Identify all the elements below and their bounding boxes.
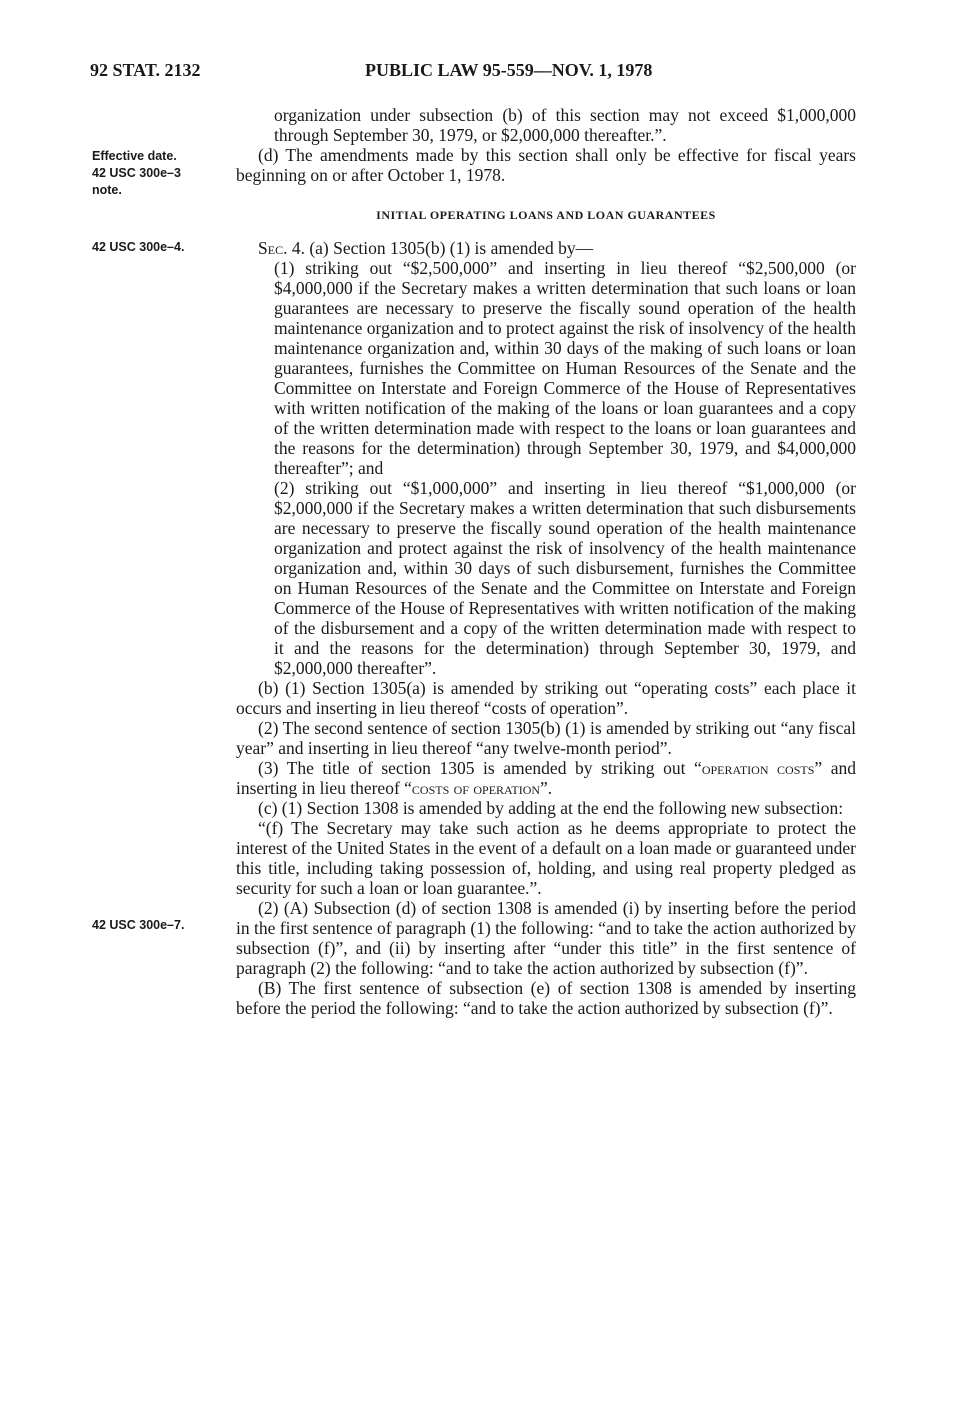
paragraph-a2: (2) striking out “$1,000,000” and inserting in lieu thereof “$1,000,000 (or $2,000,000 if the Secretary makes a written determination that such disbursements are necessary to preserve the fiscally sound operation of the health maintenance organization and protect against the risk of insolvency of the health maintenance organization and, within 30 days of such disbursement, furnishes the Committee on Human Resources of the Senate and the Committee on Interstate and Foreign Commerce of the House of Representatives with written notification of the making of the disbursement and a copy of the written determination made with respect to it and the reasons for the determination) through September 30, 1979, and $2,000,000 thereafter”. [274, 478, 856, 678]
paragraph-f: “(f) The Secretary may take such action as he deems appropriate to protect the interest of the United States in the event of a default on a loan made or guaranteed under this title, including taking possession of, holding, and using real property pledged as security for such a loan or loan guarantee.”. [236, 818, 856, 898]
b3-smallcaps-2: costs of operation [411, 778, 541, 798]
section-heading: INITIAL OPERATING LOANS AND LOAN GUARANTEES [376, 208, 716, 222]
page-header [90, 60, 860, 82]
text-block-top [236, 105, 856, 185]
paragraph-c2a: (2) (A) Subsection (d) of section 1308 is amended (i) by inserting before the period in the first sentence of paragraph (1) the following: “and to take the action authorized by subsection (f)”, and (ii) by inserting after “under this title” in the first sentence of paragraph (2) the following: “and to take the action authorized by subsection (f)”. [236, 898, 856, 978]
b3-part-b: ” and inserting in lieu thereof “ [236, 758, 857, 798]
b3-smallcaps-1: operation costs [701, 758, 815, 778]
paragraph-c2b: (B) The first sentence of subsection (e) of section 1308 is amended by inserting before the period the following: “and to take the action authorized by subsection (f)”. [236, 978, 856, 1018]
usc-300e-3-line1: 42 USC 300e–3 [92, 166, 181, 180]
stat-reference: 92 STAT. 2132 [90, 60, 201, 80]
section-4-label: Sec. 4. [258, 238, 305, 258]
paragraph-continuation: organization under subsection (b) of this section may not exceed $1,000,000 through September 30, 1979, or $2,000,000 thereafter.”. [274, 105, 856, 145]
paragraph-b2: (2) The second sentence of section 1305(b) (1) is amended by striking out “any fiscal year” and inserting in lieu thereof “any twelve-month period”. [236, 718, 856, 758]
section-4-text: (a) Section 1305(b) (1) is amended by— [304, 238, 594, 258]
paragraph-d: (d) The amendments made by this section shall only be effective for fiscal years beginning on or after October 1, 1978. [236, 145, 856, 185]
paragraph-b3 [236, 758, 856, 798]
text-block-main [236, 238, 856, 1018]
usc-300e-3-line2: note. [92, 183, 122, 197]
paragraph-b1: (b) (1) Section 1305(a) is amended by striking out “operating costs” each place it occurs and inserting in lieu thereof “costs of operation”. [236, 678, 856, 718]
paragraph-c1: (c) (1) Section 1308 is amended by adding at the end the following new subsection: [258, 798, 844, 818]
margin-note-usc-300e-7: 42 USC 300e–7. [92, 918, 185, 932]
b3-part-a: (3) The title of section 1305 is amended by striking out “ [258, 758, 702, 778]
margin-note-usc-300e-4: 42 USC 300e–4. [92, 240, 185, 254]
section-4-intro [236, 238, 856, 258]
page-title: PUBLIC LAW 95-559—NOV. 1, 1978 [365, 60, 653, 80]
paragraph-a1: (1) striking out “$2,500,000” and inserting in lieu thereof “$2,500,000 (or $4,000,000 if the Secretary makes a written determination that such loans or loan guarantees are necessary to preserve the fiscally sound operation of the health maintenance organization and to protect against the risk of insolvency of the health maintenance organization and, within 30 days of the making of such loans or loan guarantees, furnishes the Committee on Human Resources of the Senate and the Committee on Interstate and Foreign Commerce of the House of Representatives with written notification of the making of the loans or loan guarantees and a copy of the written determination made with respect to the loans or loan guarantees and the reasons for the determination) through September 30, 1979, and $4,000,000 thereafter”; and [274, 258, 856, 478]
effective-date-label: Effective date. [92, 149, 177, 163]
b3-part-c: ”. [540, 778, 553, 798]
margin-note-effective-date [92, 148, 232, 199]
